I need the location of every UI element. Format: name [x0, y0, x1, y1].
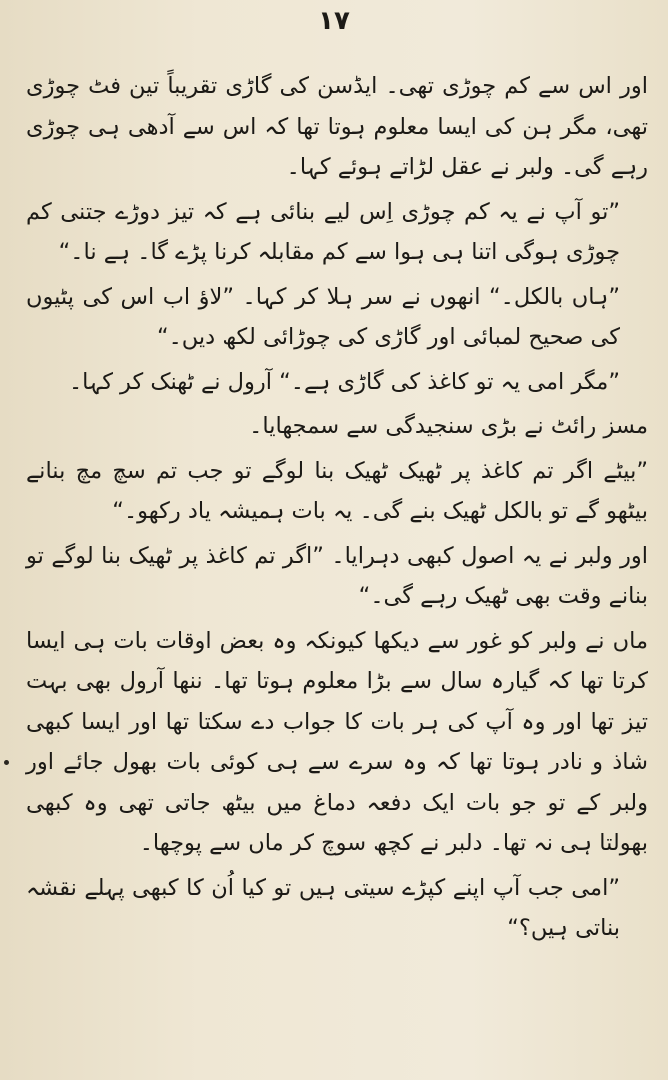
paragraph: اور ولبر نے یہ اصول کبھی دہرایا۔ ”اگر تم کاغذ پر ٹھیک بنا لوگے تو بنانے وقت بھی ٹھیک رہے گی۔“ [26, 542, 648, 609]
page-number: ۱۷ [318, 6, 350, 36]
paragraph: ”بیٹے اگر تم کاغذ پر ٹھیک ٹھیک بنا لوگے تو جب تم سچ مچ بنانے بیٹھو گے تو بالکل ٹھیک بنے گی۔ یہ بات ہمیشہ یاد رکھو۔“ [26, 457, 648, 524]
paragraph: ماں نے ولبر کو غور سے دیکھا کیونکہ وہ بعض اوقات بات ہی ایسا کرتا تھا کہ گیارہ سال سے بڑا معلوم ہوتا تھا۔ ننھا آرول بھی بہت تیز تھا اور وہ آپ کی ہر بات کا جواب دے سکتا تھا اور ایسا کبھی شاذ و نادر ہوتا تھا کہ وہ سرے سے ہی کوئی بات بھول جائے اور ولبر کے تو جو بات ایک دفعہ دماغ میں بیٹھ جاتی تھی وہ کبھی بھولتا ہی نہ تھا۔ دلبر نے کچھ سوچ کر ماں سے پوچھا۔ [26, 627, 648, 856]
paragraph: ”امی جب آپ اپنے کپڑے سیتی ہیں تو کیا اُن کا کبھی پہلے نقشہ بناتی ہیں؟“ [26, 874, 620, 941]
paragraph: ”مگر امی یہ تو کاغذ کی گاڑی ہے۔“ آرول نے ٹھنک کر کہا۔ [68, 368, 620, 395]
page-text [26, 66, 648, 953]
paragraph: ”تو آپ نے یہ کم چوڑی اِس لیے بنائی ہے کہ تیز دوڑے جتنی کم چوڑی ہوگی اتنا ہی ہوا سے کم مقابلہ کرنا پڑے گا۔ ہے نا۔“ [26, 198, 620, 265]
paragraph: اور اس سے کم چوڑی تھی۔ ایڈسن کی گاڑی تقریباً تین فٹ چوڑی تھی، مگر ہن کی ایسا معلوم ہوتا تھا کہ اس سے آدھی ہی چوڑی رہے گی۔ ولبر نے عقل لڑاتے ہوئے کہا۔ [26, 73, 648, 180]
margin-mark [4, 760, 9, 765]
paragraph: مسز رائٹ نے بڑی سنجیدگی سے سمجھایا۔ [249, 413, 648, 439]
paragraph: ”ہاں بالکل۔“ انھوں نے سر ہلا کر کہا۔ ”لاؤ اب اس کی پٹیوں کی صحیح لمبائی اور گاڑی کی چوڑائی لکھ دیں۔“ [26, 283, 620, 350]
